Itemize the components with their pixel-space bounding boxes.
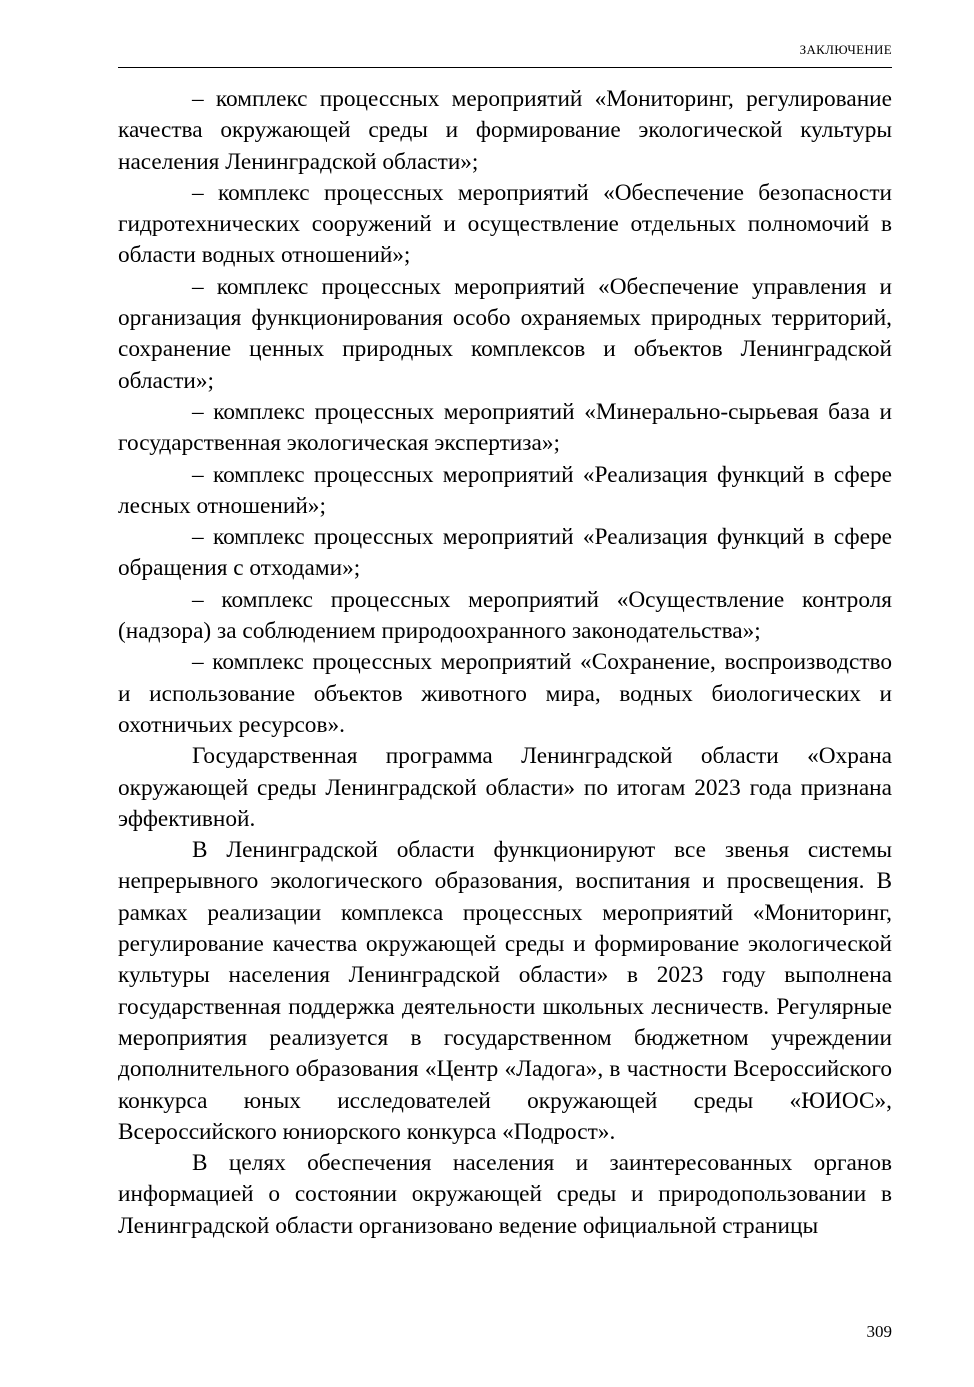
list-item-forest-relations: – комплекс процессных мероприятий «Реализация функций в сфере лесных отношений»;: [118, 461, 892, 519]
header-divider: [118, 67, 892, 68]
paragraph-information-provision: В целях обеспечения населения и заинтересованных органов информацией о состоянии окружающей среды и природопользовании в Ленинградской области организовано ведение официальной страницы: [118, 1150, 892, 1239]
list-item-hydrotechnical-safety: – комплекс процессных мероприятий «Обеспечение безопасности гидротехнических сооружений и осуществление отдельных полномочий в области водных отношений»;: [118, 179, 892, 269]
paragraph-ecological-education: В Ленинградской области функционируют все звенья системы непрерывного экологического образования, воспитания и просвещения. В рамках реализации комплекса процессных мероприятий «Мониторинг, регулирование качества окружающей среды и формирование экологической культуры населения Ленинградской области» в 2023 году выполнена государственная поддержка деятельности школьных лесничеств. Регулярные мероприятия реализуется в государственном бюджетном учреждении дополнительного образования «Центр «Ладога», в частности Всероссийского конкурса юных исследователей окружающей среды «ЮИОС», Всероссийского юниорского конкурса «Подрост».: [118, 837, 892, 1145]
list-item-environmental-control: – комплекс процессных мероприятий «Осуществление контроля (надзора) за соблюдением природоохранного законодательства»;: [118, 586, 892, 645]
paragraph-program-effectiveness: Государственная программа Ленинградской области «Охрана окружающей среды Ленинградской области» по итогам 2023 года признана эффективной.: [118, 743, 892, 832]
list-item-wildlife-resources: – комплекс процессных мероприятий «Сохранение, воспроизводство и использование объектов животного мира, водных биологических и охотничьих ресурсов».: [118, 649, 892, 738]
list-item-protected-areas: – комплекс процессных мероприятий «Обеспечение управления и организация функционирования особо охраняемых природных территорий, сохранение ценных природных комплексов и объектов Ленинградской области»;: [118, 273, 892, 394]
page-body: [118, 84, 892, 1242]
running-header: ЗАКЛЮЧЕНИЕ: [799, 42, 892, 57]
list-item-waste-management: – комплекс процессных мероприятий «Реализация функций в сфере обращения с отходами»;: [118, 524, 892, 582]
list-item-mineral-resources: – комплекс процессных мероприятий «Минерально-сырьевая база и государственная экологическая экспертиза»;: [118, 398, 892, 457]
page-number: 309: [866, 1322, 892, 1341]
list-item-monitoring: – комплекс процессных мероприятий «Мониторинг, регулирование качества окружающей среды и формирование экологической культуры населения Ленинградской области»;: [118, 86, 892, 175]
